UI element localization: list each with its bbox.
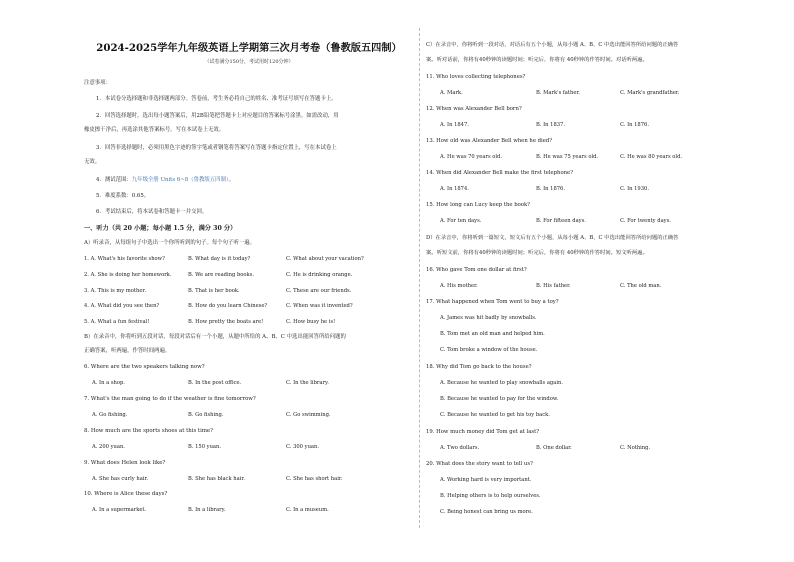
- note-item: 3．回答非选择题时，必须用黑色字迹的签字笔或者钢笔将答案写在答题卡指定位置上，写在本试卷上: [96, 145, 337, 151]
- option: B. Helping others is to help ourselves.: [440, 493, 541, 499]
- range-prefix: 4．测试范围：: [96, 177, 132, 183]
- range-suffix: 。: [228, 177, 235, 183]
- option: C. 300 yuan.: [286, 444, 319, 450]
- section-heading: 一、听力（共 20 小题；每小题 1.5 分，满分 30 分）: [84, 225, 237, 232]
- part-c-instruction-2: 案。听对话前，你将有40秒钟的读题时间；听完后，你将有 40秒钟的作答时间。对话听两遍。: [426, 57, 648, 63]
- option: C. The old man.: [620, 283, 662, 289]
- option: C. In a museum.: [286, 507, 329, 513]
- range-link[interactable]: 九年级全册 Units 6~8（鲁教版五四制）: [131, 177, 229, 183]
- question: 7. What's the man going to do if the weather is fine tomorrow?: [84, 396, 256, 402]
- option: A. For ten days.: [440, 218, 482, 224]
- option: B. In 1876.: [536, 186, 565, 192]
- option: 5. A. What a fun festival!: [84, 319, 150, 325]
- option: A. Because he wanted to play snowballs again.: [440, 380, 563, 386]
- option: A. He was 70 years old.: [440, 154, 503, 160]
- question: 9. What does Helen look like?: [84, 460, 166, 466]
- option: C. Nothing.: [620, 445, 651, 451]
- option: C. Go swimming.: [286, 412, 331, 418]
- option: B. That is her book.: [188, 288, 240, 294]
- option: C. Because he wanted to get his toy back.: [440, 412, 550, 418]
- part-d-instruction-2: 案。听短文前，你将有40秒钟的读题时间；听完后，你将有 40秒钟的作答时间。短文听两遍。: [426, 250, 648, 256]
- question: 14. When did Alexander Bell make the first telephone?: [426, 170, 574, 176]
- option: C. He was 80 years old.: [620, 154, 683, 160]
- option: B. In the post office.: [188, 380, 242, 386]
- option: 4. A. What did you see then?: [84, 303, 160, 309]
- option: C. When was it invented?: [286, 303, 353, 309]
- option: B. Because he wanted to pay for the window.: [440, 396, 559, 402]
- question: 16. Who gave Tom one dollar at first?: [426, 267, 527, 273]
- note-item: 1．本试卷分选择题和非选择题两部分。答卷前，考生务必将自己的姓名、准考证号填写在答题卡上。: [96, 96, 337, 102]
- note-item: 2．回答选择题时，选出每小题答案后，用2B铅笔把答题卡上对应题目的答案标号涂黑。如需改动，用: [96, 113, 339, 119]
- option: B. One dollar.: [536, 445, 572, 451]
- option: B. His father.: [536, 283, 571, 289]
- question: 8. How much are the sports shoes at this time?: [84, 428, 214, 434]
- option: C. In 1930.: [620, 186, 649, 192]
- question: 12. When was Alexander Bell born?: [426, 106, 522, 112]
- option: B. He was 75 years old.: [536, 154, 599, 160]
- option: C. These are our friends.: [286, 288, 352, 294]
- question: 11. Who loves collecting telephones?: [426, 74, 526, 80]
- option: C. Mark's grandfather.: [620, 90, 680, 96]
- note-item-range: [96, 177, 234, 184]
- option: C. In 1876.: [620, 122, 649, 128]
- option: A. Go fishing.: [92, 412, 128, 418]
- option: B. What day is it today?: [188, 256, 251, 262]
- option: A. In 1847.: [440, 122, 469, 128]
- option: A. Two dollars.: [440, 445, 480, 451]
- part-c-instruction: C）在录音中，你将听到一段对话，对话后有五个小题，从每小题 A、B、C 中选出能回答所给问题的正确答: [426, 42, 679, 48]
- option: A. His mother.: [440, 283, 478, 289]
- option: A. In a shop.: [92, 380, 125, 386]
- option: A. She has curly hair.: [92, 476, 149, 482]
- question: 10. Where is Alice these days?: [84, 491, 168, 497]
- option: 2. A. She is doing her homework.: [84, 272, 172, 278]
- option: B. How do you learn Chinese?: [188, 303, 268, 309]
- option: B. Go fishing.: [188, 412, 224, 418]
- option: B. 150 yuan.: [188, 444, 222, 450]
- option: 3. A. This is my mother.: [84, 288, 146, 294]
- option: B. We are reading books.: [188, 272, 254, 278]
- exam-title: 2024-2025学年九年级英语上学期第三次月考卷（鲁教版五四制）: [96, 42, 402, 54]
- option: A. James was hit badly by snowballs.: [440, 315, 537, 321]
- option: A. In 1874.: [440, 186, 469, 192]
- notes-heading: 注意事项：: [84, 80, 111, 86]
- question: 15. How long can Lucy keep the book?: [426, 202, 531, 208]
- option: C. How busy he is!: [286, 319, 336, 325]
- column-divider: [419, 28, 420, 528]
- option: 1. A. What's his favorite show?: [84, 256, 165, 262]
- option: A. 200 yuan.: [92, 444, 125, 450]
- option: C. What about your vacation?: [286, 256, 364, 262]
- part-b-instruction-2: 正确答案，听两遍，作答时间两遍。: [84, 348, 171, 354]
- option: C. In the library.: [286, 380, 329, 386]
- option: B. Mark's father.: [536, 90, 580, 96]
- option: C. For twenty days.: [620, 218, 671, 224]
- part-d-instruction: D）在录音中，你将听到一篇短文，短文后有五个小题，从每小题 A、B、C 中选出能回答所给问题的正确答: [426, 235, 679, 241]
- option: B. She has black hair.: [188, 476, 245, 482]
- exam-subtitle: （试卷满分150分，考试用时120分钟）: [204, 59, 294, 65]
- option: A. Mark.: [440, 90, 463, 96]
- option: C. Tom broke a window of the house.: [440, 347, 538, 353]
- option: C. She has short hair.: [286, 476, 343, 482]
- note-item: 无效。: [84, 159, 101, 165]
- note-item: 6．考试结束后，将本试卷和答题卡一并交回。: [96, 209, 208, 215]
- option: C. Being honest can bring us more.: [440, 509, 533, 515]
- question: 18. Why did Tom go back to the house?: [426, 364, 532, 370]
- option: B. In a library.: [188, 507, 226, 513]
- option: B. In 1837.: [536, 122, 565, 128]
- question: 19. How much money did Tom get at last?: [426, 429, 540, 435]
- question: 6. Where are the two speakers talking now?: [84, 364, 205, 370]
- option: C. He is drinking orange.: [286, 272, 353, 278]
- question: 20. What does the story want to tell us?: [426, 461, 533, 467]
- option: A. In a supermarket.: [92, 507, 147, 513]
- option: B. Tom met an old man and helped him.: [440, 331, 545, 337]
- question: 17. What happened when Tom went to buy a toy?: [426, 299, 559, 305]
- question: 13. How old was Alexander Bell when he died?: [426, 138, 553, 144]
- note-item: 5．难度系数：0.65。: [96, 193, 150, 199]
- option: B. For fifteen days.: [536, 218, 586, 224]
- option: B. How pretty the boats are!: [188, 319, 264, 325]
- note-item: 橡皮擦干净后，再选涂其他答案标号。写在本试卷上无效。: [84, 127, 225, 133]
- option: A. Working hard is very important.: [440, 477, 532, 483]
- part-b-instruction: B）在录音中，你将听到五段对话，每段对话后有一个小题，从题中所给的 A、B、C 中选出能回答所给问题的: [84, 334, 346, 340]
- part-a-instruction: A）听录音，从每组句子中选出一个你所听到的句子。每个句子听一遍。: [84, 240, 256, 246]
